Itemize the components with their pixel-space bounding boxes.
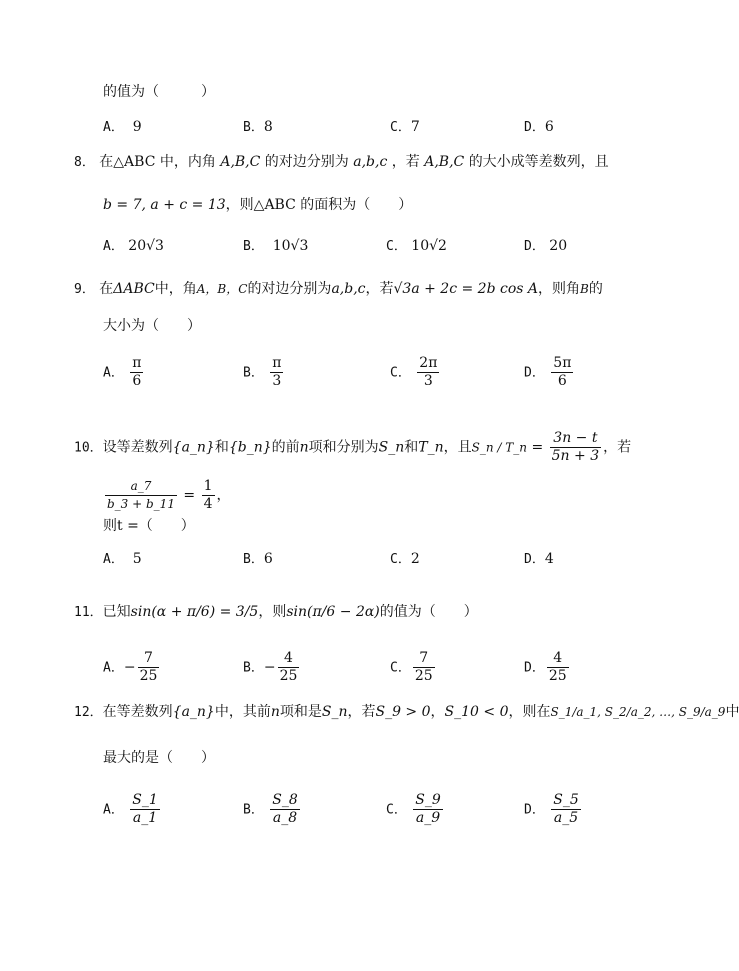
q11-option-c: C． $\frac{7}{25}$ — [390, 650, 433, 684]
fraction: $\frac{4}{25}$ — [279, 650, 298, 684]
q9-option-d: D． $\frac{5\pi}{6}$ — [524, 355, 572, 389]
q10-stem: 10．设等差数列{a_n}和{b_n}的前n项和分别为S_n和T_n，且S_n / T_n = $\frac{3n - t}{5n + 3}$ ，若 — [74, 430, 632, 464]
q7-tail: 的值为（ ） — [103, 84, 215, 100]
q8-option-b: B． 10√3 — [243, 238, 309, 254]
fraction: $\frac{S\_5}{a\_5}$ — [553, 792, 579, 826]
fraction: $\frac{2\pi}{3}$ — [419, 355, 438, 389]
q8-stem: 8． 在△ABC 中，内角 A,B,C 的对边分别为 a,b,c ，若 A,B,C 的大小成等差数列，且 — [74, 154, 609, 170]
fraction: $\frac{\pi}{3}$ — [272, 355, 282, 389]
fraction: $\frac{4}{25}$ — [548, 650, 567, 684]
q7-option-a: A． 9 — [103, 119, 142, 135]
fraction: $\frac{S\_8}{a\_8}$ — [272, 792, 298, 826]
fraction: $\frac{S\_1}{a\_1}$ — [132, 792, 158, 826]
q10-option-c: C．2 — [390, 551, 420, 567]
q10-option-b: B．6 — [243, 551, 273, 567]
q9-option-b: B． $\frac{\pi}{3}$ — [243, 355, 282, 389]
q12-option-b: B． $\frac{S\_8}{a\_8}$ — [243, 792, 298, 826]
fraction: $\frac{3n - t}{5n + 3}$ — [551, 430, 600, 464]
q12-option-a: A． $\frac{S\_1}{a\_1}$ — [103, 792, 158, 826]
q8-stem-line2: b = 7, a + c = 13，则△ABC 的面积为（ ） — [103, 197, 413, 213]
q8-option-a: A． 20√3 — [103, 238, 164, 254]
fraction: $\frac{a\_7}{b\_3 + b\_11}$ — [107, 479, 175, 511]
q7-option-c: C．7 — [390, 119, 420, 135]
q7-option-d: D．6 — [524, 119, 554, 135]
q12-option-c: C． $\frac{S\_9}{a\_9}$ — [386, 792, 441, 826]
q7-option-b: B．8 — [243, 119, 273, 135]
q9-option-a: A． $\frac{\pi}{6}$ — [103, 355, 142, 389]
q10-condition: $\frac{a\_7}{b\_3 + b\_11}$ = $\frac{1}{4}$ ， — [107, 478, 231, 512]
q12-option-d: D． $\frac{S\_5}{a\_5}$ — [524, 792, 579, 826]
fraction: $\frac{7}{25}$ — [139, 650, 158, 684]
q12-stem-line2: 最大的是（ ） — [103, 750, 215, 766]
fraction: $\frac{S\_9}{a\_9}$ — [415, 792, 441, 826]
q10-question: 则t =（ ） — [103, 518, 195, 534]
fraction: $\frac{5\pi}{6}$ — [553, 355, 572, 389]
q11-stem: 11．已知sin(α + π/6) = 3/5，则sin(π/6 − 2α)的值为（ ） — [74, 604, 478, 620]
fraction: $\frac{7}{25}$ — [414, 650, 433, 684]
q9-stem: 9． 在ΔABC中，角A，B，C的对边分别为a,b,c，若√3a + 2c = 2b cos A，则角B的 — [74, 281, 603, 297]
q11-option-a: A．− $\frac{7}{25}$ — [103, 650, 158, 684]
q9-stem-line2: 大小为（ ） — [103, 318, 201, 334]
q11-option-d: D． $\frac{4}{25}$ — [524, 650, 567, 684]
q10-option-a: A． 5 — [103, 551, 142, 567]
fraction: $\frac{1}{4}$ — [203, 478, 213, 512]
q12-stem: 12．在等差数列{a_n}中，其前n项和是S_n，若S_9 > 0，S_10 < 0，则在S_1/a_1, S_2/a_2, …, S_9/a_9中 — [74, 704, 739, 720]
q8-option-c: C． 10√2 — [386, 238, 447, 254]
q10-option-d: D．4 — [524, 551, 554, 567]
q11-option-b: B．− $\frac{4}{25}$ — [243, 650, 298, 684]
fraction: $\frac{\pi}{6}$ — [132, 355, 142, 389]
q8-option-d: D． 20 — [524, 238, 568, 254]
q9-option-c: C． $\frac{2\pi}{3}$ — [390, 355, 438, 389]
